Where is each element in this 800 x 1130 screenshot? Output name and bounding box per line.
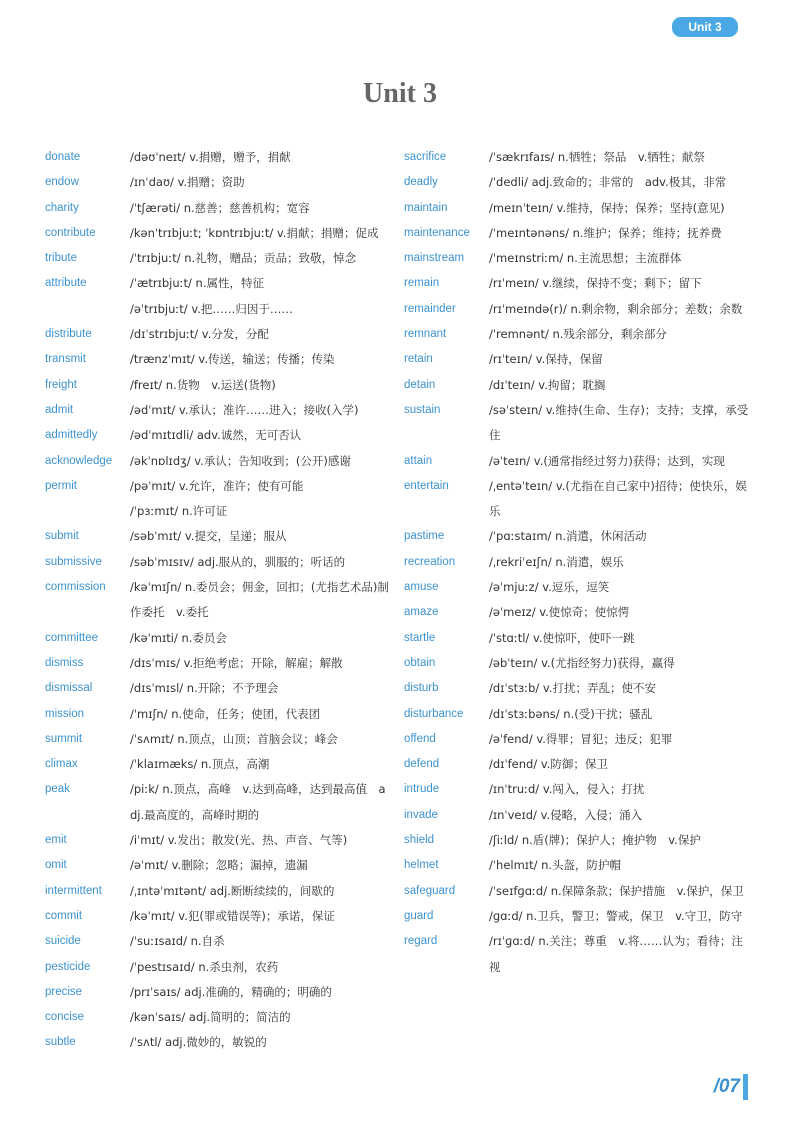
vocab-definition: /kəˈmɪti/ n.委员会: [130, 630, 227, 645]
vocab-word: submissive: [45, 555, 102, 568]
vocab-definition: /ˈmeɪnstriːm/ n.主流思想；主流群体: [489, 251, 682, 266]
vocab-entry: [404, 271, 754, 296]
vocab-entry: [45, 651, 390, 676]
vocab-word: charity: [45, 201, 79, 214]
vocab-entry: [45, 474, 390, 499]
vocab-word: commit: [45, 909, 83, 922]
vocab-word: endow: [45, 176, 79, 189]
vocab-word: guard: [404, 909, 434, 922]
vocab-word: amuse: [404, 581, 439, 594]
vocab-definition: /dɪˈstrɪbjuːt/ v.分发，分配: [130, 327, 269, 342]
vocab-word: entertain: [404, 479, 449, 492]
vocab-entry: [45, 929, 390, 954]
vocab-word: recreation: [404, 555, 456, 568]
vocab-entry: [45, 449, 390, 474]
vocab-word: emit: [45, 834, 67, 847]
vocab-word: submit: [45, 530, 79, 543]
vocab-word: attribute: [45, 277, 87, 290]
vocab-word: defend: [404, 758, 440, 771]
vocab-entry: [45, 575, 390, 626]
vocab-word: dismissal: [45, 682, 93, 695]
vocab-entry: [404, 550, 754, 575]
vocab-entry: [404, 145, 754, 170]
vocab-entry: [404, 828, 754, 853]
vocab-entry: [45, 1005, 390, 1030]
vocab-word: deadly: [404, 176, 438, 189]
vocab-definition: /ˈsʌmɪt/ n.顶点，山顶；首脑会议；峰会: [130, 731, 338, 746]
vocab-definition: /ɡɑːd/ n.卫兵，警卫；警戒，保卫 v.守卫，防守: [489, 908, 743, 923]
vocab-word: contribute: [45, 226, 96, 239]
vocab-entry: [45, 196, 390, 221]
vocab-definition: /ˈremnənt/ n.残余部分，剩余部分: [489, 327, 667, 342]
vocab-definition: /ˌentəˈteɪn/ v.(尤指在自己家中)招待；使快乐，娱乐: [489, 478, 747, 519]
vocab-definition: /ˈklaɪmæks/ n.顶点，高潮: [130, 757, 270, 772]
vocab-entry: [404, 727, 754, 752]
vocab-definition: /kənˈtrɪbjuːt; ˈkɒntrɪbjuːt/ v.捐献；捐赠；促成: [130, 225, 379, 240]
vocab-definition: /ˈdedli/ adj.致命的；非常的 adv.极其，非常: [489, 175, 727, 190]
vocab-definition: /ˈsʌtl/ adj.微妙的，敏锐的: [130, 1035, 267, 1050]
vocab-word: omit: [45, 859, 67, 872]
vocab-word: peak: [45, 783, 70, 796]
vocab-entry: [45, 853, 390, 878]
vocab-word: maintain: [404, 201, 448, 214]
vocab-word: intrude: [404, 783, 440, 796]
page-number: /07: [713, 1076, 740, 1097]
vocab-definition: /əˈfend/ v.得罪；冒犯；违反；犯罪: [489, 731, 673, 746]
vocab-entry: [45, 702, 390, 727]
vocab-entry: [404, 196, 754, 221]
vocab-definition: /kəˈmɪʃn/ n.委员会；佣金，回扣；(尤指艺术品)制作委托 v.委托: [130, 580, 389, 620]
vocab-word: distribute: [45, 328, 92, 341]
vocab-definition: /kəˈmɪt/ v.犯(罪或错误等)；承诺，保证: [130, 908, 335, 923]
vocab-word: remnant: [404, 328, 447, 341]
vocab-word: acknowledge: [45, 454, 113, 467]
vocab-definition: /ɪnˈveɪd/ v.侵略，入侵；涌入: [489, 807, 643, 822]
vocab-entry: [404, 676, 754, 701]
vocab-definition: /ˈhelmɪt/ n.头盔，防护帽: [489, 858, 622, 873]
vocab-word: remainder: [404, 302, 456, 315]
vocab-word: subtle: [45, 1036, 76, 1049]
vocab-word: transmit: [45, 353, 86, 366]
vocab-entry: [45, 626, 390, 651]
vocab-definition: /ˈsækrɪfaɪs/ n.牺牲；祭品 v.牺牲；献祭: [489, 150, 705, 164]
vocab-definition: /səˈsteɪn/ v.维持(生命、生存)；支持；支撑，承受住: [489, 402, 749, 443]
vocab-definition: /dɪsˈmɪs/ v.拒绝考虑；开除，解雇；解散: [130, 655, 343, 670]
vocab-word: startle: [404, 631, 436, 644]
vocab-word: tribute: [45, 252, 77, 265]
vocab-definition: /dɪˈfend/ v.防御；保卫: [489, 757, 608, 772]
vocab-entry: [404, 929, 754, 980]
vocab-definition: /səbˈmɪsɪv/ adj.服从的，驯服的；听话的: [130, 554, 346, 569]
vocab-word: permit: [45, 479, 77, 492]
vocab-word: admittedly: [45, 429, 98, 442]
vocab-entry: [404, 702, 754, 727]
vocab-entry: [45, 727, 390, 752]
vocab-entry: [404, 853, 754, 878]
vocab-definition: /dɪˈteɪn/ v.拘留；耽搁: [489, 377, 606, 392]
vocab-entry: [45, 499, 390, 524]
vocab-definition: /rɪˈmeɪndə(r)/ n.剩余物，剩余部分；差数；余数: [489, 301, 743, 316]
vocab-definition: /freɪt/ n.货物 v.运送(货物): [130, 377, 276, 392]
vocab-entry: [45, 980, 390, 1005]
page-title: Unit 3: [363, 78, 437, 109]
vocab-definition: /səbˈmɪt/ v.提交，呈递；服从: [130, 529, 287, 544]
vocab-entry: [45, 828, 390, 853]
vocab-definition: /ˌɪntəˈmɪtənt/ adj.断断续续的，间歇的: [130, 883, 335, 898]
vocab-definition: /ˌrekriˈeɪʃn/ n.消遣，娱乐: [489, 554, 624, 569]
vocab-definition: /meɪnˈteɪn/ v.维持，保持；保养；坚持(意见): [489, 200, 725, 215]
vocab-definition: /pəˈmɪt/ v.允许，准许；使有可能: [130, 478, 304, 493]
vocab-entry: [404, 246, 754, 271]
vocab-entry: [45, 297, 390, 322]
vocab-entry: [404, 879, 754, 904]
vocab-definition: /rɪˈteɪn/ v.保持，保留: [489, 352, 603, 367]
vocab-definition: /ədˈmɪtɪdli/ adv.诚然，无可否认: [130, 428, 302, 443]
vocab-word: committee: [45, 631, 99, 644]
vocab-definition: /əbˈteɪn/ v.(尤指经努力)获得，赢得: [489, 655, 675, 670]
vocab-word: precise: [45, 985, 83, 998]
vocab-definition: /piːk/ n.顶点，高峰 v.达到高峰，达到最高值 adj.最高度的，高峰时期的: [130, 782, 386, 822]
vocab-word: retain: [404, 353, 433, 366]
vocab-word: suicide: [45, 935, 81, 948]
vocab-definition: /ˈmɪʃn/ n.使命，任务；使团，代表团: [130, 706, 321, 721]
vocab-entry: [404, 651, 754, 676]
vocab-entry: [404, 752, 754, 777]
vocab-definition: /ədˈmɪt/ v.承认；准许……进入；接收(入学): [130, 402, 359, 417]
page-number-bar: [743, 1074, 748, 1100]
vocab-word: donate: [45, 151, 81, 163]
vocab-definition: /əkˈnɒlɪdʒ/ v.承认；告知收到；(公开)感谢: [130, 453, 351, 468]
vocab-definition: /ˈseɪfɡɑːd/ n.保障条款；保护措施 v.保护，保卫: [489, 883, 744, 898]
vocab-entry: [404, 777, 754, 802]
vocab-entry: [404, 347, 754, 372]
vocab-entry: [404, 524, 754, 549]
vocab-entry: [45, 1030, 390, 1055]
vocab-word: admit: [45, 403, 74, 416]
vocab-entry: [404, 322, 754, 347]
vocab-definition: /ɪnˈdaʊ/ v.捐赠；资助: [130, 175, 245, 190]
vocab-entry: [404, 904, 754, 929]
vocab-entry: [45, 373, 390, 398]
vocab-word: remain: [404, 277, 440, 290]
vocab-entry: [45, 398, 390, 423]
vocab-entry: [45, 955, 390, 980]
vocab-word: mainstream: [404, 252, 465, 265]
vocab-word: pastime: [404, 530, 445, 543]
vocab-entry: [45, 550, 390, 575]
vocab-definition: /dəʊˈneɪt/ v.捐赠，赠予，捐献: [130, 150, 291, 164]
vocab-entry: [404, 474, 754, 525]
vocab-entry: [404, 803, 754, 828]
vocab-definition: /əˈmɪt/ v.删除；忽略；漏掉，遗漏: [130, 858, 308, 873]
vocab-word: offend: [404, 732, 436, 745]
vocab-word: helmet: [404, 859, 439, 872]
vocab-definition: /ɪnˈtruːd/ v.闯入，侵入；打扰: [489, 782, 645, 797]
vocab-definition: /əˈtrɪbjuːt/ v.把……归因于……: [130, 301, 293, 316]
vocab-entry: [404, 373, 754, 398]
vocab-entry: [45, 347, 390, 372]
vocab-word: sacrifice: [404, 151, 447, 163]
right-column: [404, 145, 754, 980]
vocab-entry: [404, 600, 754, 625]
vocab-definition: /prɪˈsaɪs/ adj.准确的，精确的；明确的: [130, 984, 332, 999]
vocab-entry: [45, 752, 390, 777]
vocab-word: detain: [404, 378, 436, 391]
vocab-definition: /ˈpɜːmɪt/ n.许可证: [130, 504, 228, 519]
vocab-definition: /ʃiːld/ n.盾(牌)；保护人；掩护物 v.保护: [489, 833, 701, 848]
vocab-entry: [45, 322, 390, 347]
vocab-word: disturbance: [404, 707, 464, 720]
vocab-word: concise: [45, 1011, 84, 1024]
vocab-definition: /trænzˈmɪt/ v.传送，输送；传播；传染: [130, 352, 335, 367]
vocab-definition: /əˈmeɪz/ v.使惊奇；使惊愕: [489, 605, 630, 620]
vocab-entry: [45, 221, 390, 246]
vocab-word: amaze: [404, 606, 439, 619]
vocab-definition: /ˈsuːɪsaɪd/ n.自杀: [130, 934, 225, 949]
vocab-word: climax: [45, 758, 78, 771]
vocab-entry: [45, 524, 390, 549]
vocab-entry: [404, 626, 754, 651]
vocab-definition: /dɪˈstɜːb/ v.打扰；弄乱；使不安: [489, 681, 656, 696]
vocab-entry: [404, 170, 754, 195]
vocab-word: mission: [45, 707, 84, 720]
vocab-definition: /ˈstɑːtl/ v.使惊吓，使吓一跳: [489, 630, 635, 645]
vocab-definition: /ˈpɑːstaɪm/ n.消遣，休闲活动: [489, 529, 647, 544]
vocab-word: regard: [404, 935, 438, 948]
vocab-entry: [404, 221, 754, 246]
vocab-definition: /əˈmjuːz/ v.逗乐，逗笑: [489, 580, 610, 595]
vocab-entry: [45, 879, 390, 904]
vocab-word: sustain: [404, 403, 441, 416]
vocab-entry: [404, 575, 754, 600]
vocab-entry: [45, 271, 390, 296]
vocab-word: invade: [404, 808, 438, 821]
vocab-definition: /ˈætrɪbjuːt/ n.属性，特征: [130, 276, 264, 291]
vocab-word: freight: [45, 378, 77, 391]
vocab-word: disturb: [404, 682, 439, 695]
vocab-word: safeguard: [404, 884, 456, 897]
left-column: [45, 145, 390, 1056]
vocab-definition: /əˈteɪn/ v.(通常指经过努力)获得；达到，实现: [489, 453, 725, 468]
vocab-word: attain: [404, 454, 433, 467]
vocab-entry: [45, 246, 390, 271]
vocab-entry: [45, 777, 390, 828]
vocab-definition: /ˈmeɪntənəns/ n.维护；保养；维持；抚养费: [489, 225, 722, 240]
vocab-entry: [45, 904, 390, 929]
vocab-entry: [45, 423, 390, 448]
vocab-definition: /dɪsˈmɪsl/ n.开除；不予理会: [130, 681, 279, 696]
vocab-definition: /rɪˈmeɪn/ v.继续，保持不变；剩下；留下: [489, 276, 702, 291]
unit-tab: Unit 3: [672, 17, 738, 37]
vocab-definition: /rɪˈɡɑːd/ n.关注；尊重 v.将……认为；看待；注视: [489, 934, 743, 974]
vocab-definition: /ˈtrɪbjuːt/ n.礼物，赠品；贡品；致敬，悼念: [130, 251, 357, 266]
vocab-entry: [404, 398, 754, 449]
vocab-word: shield: [404, 834, 435, 847]
vocab-entry: [404, 449, 754, 474]
vocab-word: intermittent: [45, 884, 102, 897]
vocab-word: maintenance: [404, 226, 470, 239]
vocab-entry: [45, 676, 390, 701]
vocab-definition: /iˈmɪt/ v.发出；散发(光、热、声音、气等): [130, 833, 348, 848]
vocab-entry: [45, 170, 390, 195]
vocab-definition: /ˈtʃærəti/ n.慈善；慈善机构；宽容: [130, 200, 310, 215]
vocab-word: obtain: [404, 656, 436, 669]
vocab-definition: /dɪˈstɜːbəns/ n.(受)干扰；骚乱: [489, 706, 653, 721]
vocab-entry: [404, 297, 754, 322]
vocab-word: summit: [45, 732, 83, 745]
vocab-word: dismiss: [45, 656, 84, 669]
vocab-entry: [45, 145, 390, 170]
vocab-definition: /kənˈsaɪs/ adj.简明的；简洁的: [130, 1010, 291, 1025]
vocab-word: commission: [45, 581, 106, 594]
vocab-word: pesticide: [45, 960, 91, 973]
vocab-definition: /ˈpestɪsaɪd/ n.杀虫剂，农药: [130, 959, 279, 974]
